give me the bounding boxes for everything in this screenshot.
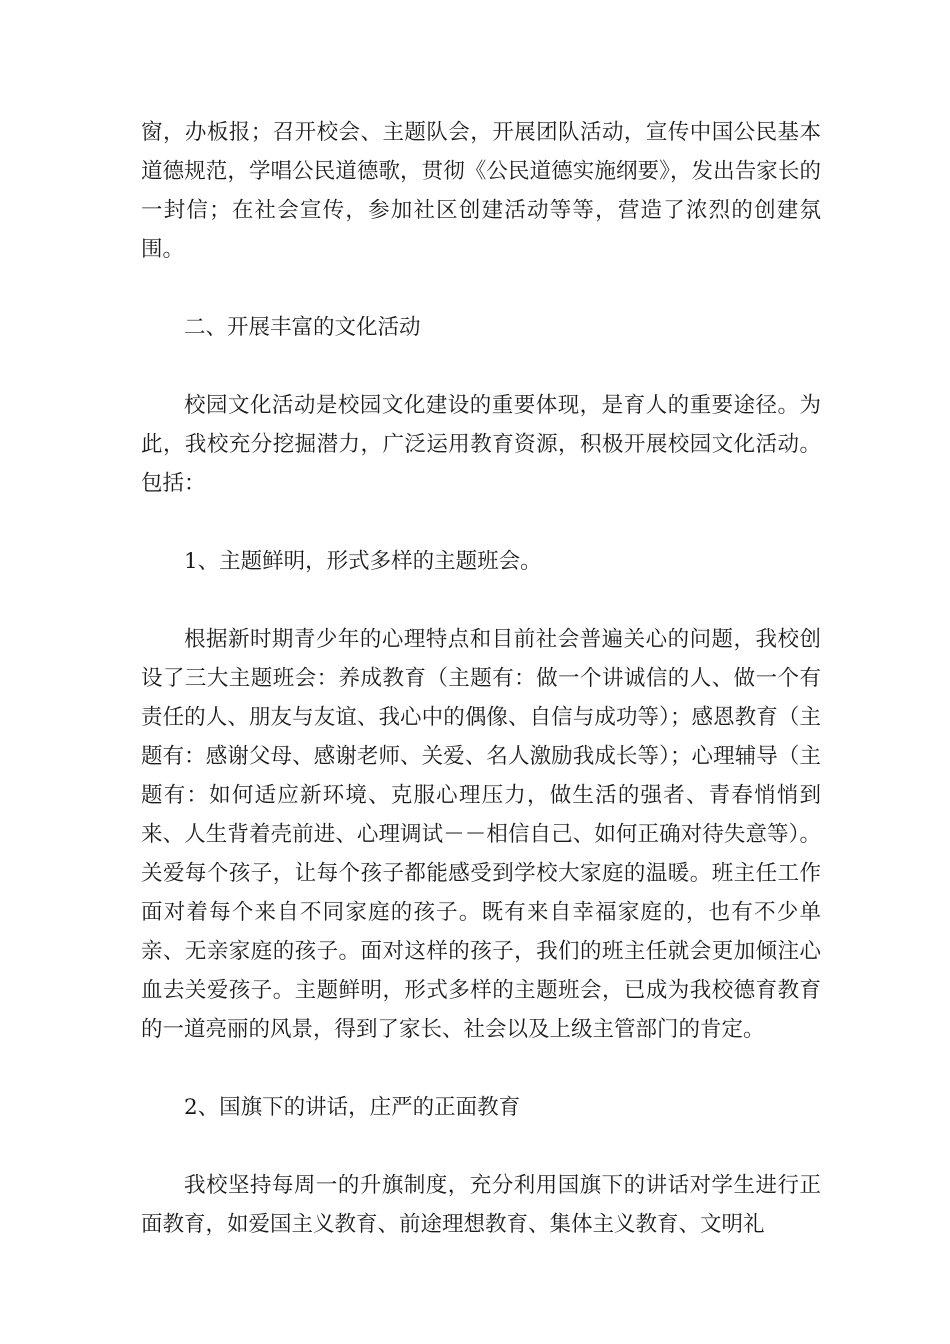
subheading-flag-speech: 2、国旗下的讲话，庄严的正面教育 <box>184 1095 521 1120</box>
paragraph-cultural-activities: 校园文化活动是校园文化建设的重要体现，是育人的重要途径。为此，我校充分挖掘潜力，广泛运用教育资源，积极开展校园文化活动。包括： <box>141 393 821 496</box>
section-heading-cultural-activities: 二、开展丰富的文化活动 <box>184 315 421 340</box>
paragraph-flag-speech: 我校坚持每周一的升旗制度，充分利用国旗下的讲话对学生进行正面教育，如爱国主义教育、前途理想教育、集体主义教育、文明礼 <box>141 1173 821 1237</box>
subheading-theme-class-meeting: 1、主题鲜明，形式多样的主题班会。 <box>184 549 542 574</box>
paragraph-theme-class-meeting: 根据新时期青少年的心理特点和目前社会普遍关心的问题，我校创设了三大主题班会：养成教育（主题有：做一个讲诚信的人、做一个有责任的人、朋友与友谊、我心中的偶像、自信与成功等）；感恩教育（主题有：感谢父母、感谢老师、关爱、名人激励我成长等）；心理辅导（主题有：如何适应新环境、克服心理压力，做生活的强者、青春悄悄到来、人生背着壳前进、心理调试－－相信自己、如何正确对待失意等）。关爱每个孩子，让每个孩子都能感受到学校大家庭的温暖。班主任工作面对着每个来自不同家庭的孩子。既有来自幸福家庭的，也有不少单亲、无亲家庭的孩子。面对这样的孩子，我们的班主任就会更加倾注心血去关爱孩子。主题鲜明，形式多样的主题班会，已成为我校德育教育的一道亮丽的风景，得到了家长、社会以及上级主管部门的肯定。 <box>141 627 821 1042</box>
document-page <box>141 113 821 1244</box>
paragraph-campaign: 窗，办板报；召开校会、主题队会，开展团队活动，宣传中国公民基本道德规范，学唱公民道德歌，贯彻《公民道德实施纲要》，发出告家长的一封信；在社会宣传，参加社区创建活动等等，营造了浓烈的创建氛围。 <box>141 120 821 262</box>
